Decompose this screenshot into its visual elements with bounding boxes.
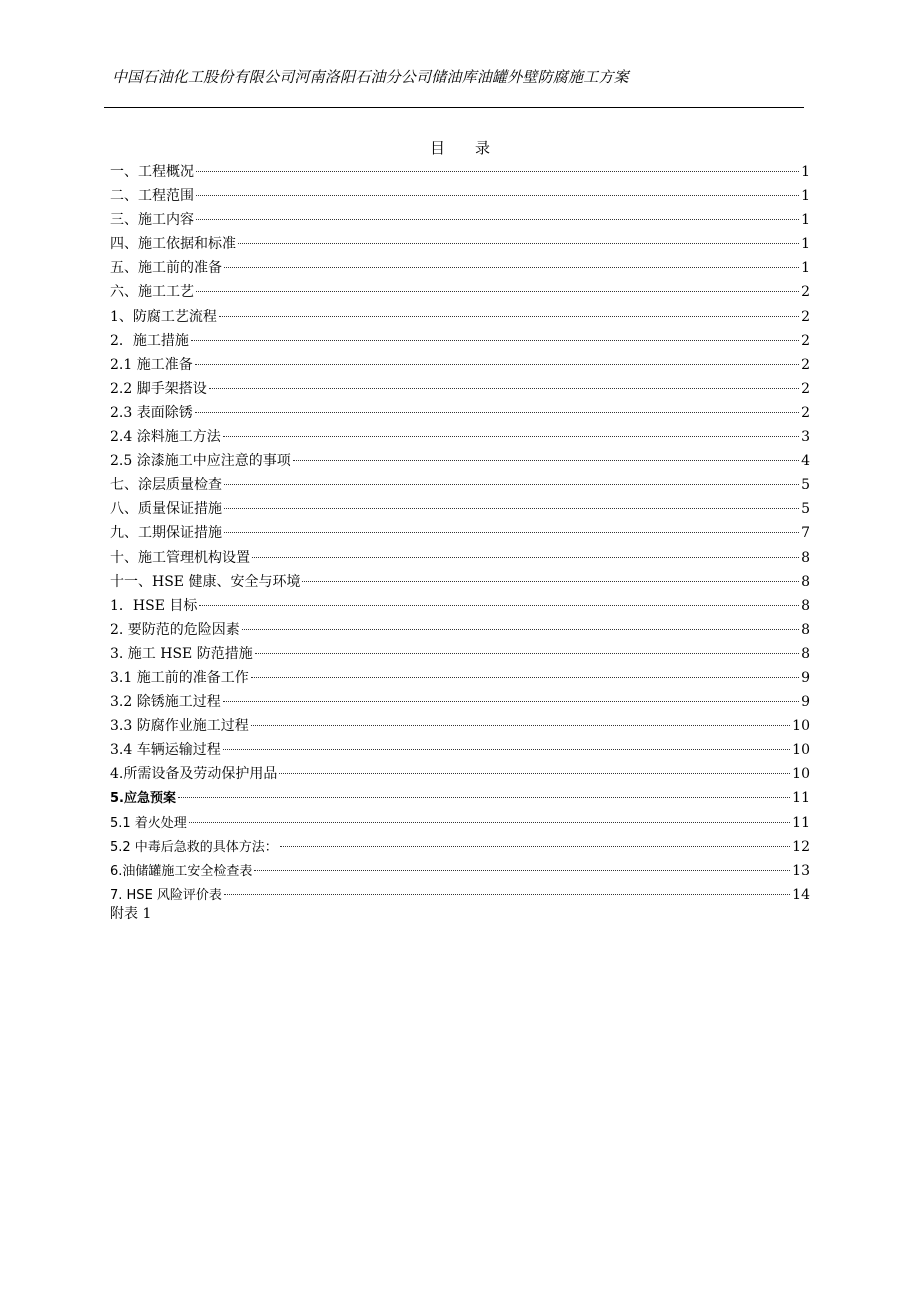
toc-entry[interactable] <box>110 690 810 714</box>
toc-entry-label: 5.2 中毒后急救的具体方法： <box>110 839 278 855</box>
toc-page-number: 11 <box>792 790 810 807</box>
toc-entry[interactable] <box>110 811 810 835</box>
toc-entry-label: 五、施工前的准备 <box>110 260 222 277</box>
toc-dot-leader <box>199 605 799 606</box>
toc-dot-leader <box>254 870 790 871</box>
toc-entry[interactable] <box>110 521 810 545</box>
toc-page-number: 3 <box>801 429 810 446</box>
toc-dot-leader <box>223 749 790 750</box>
toc-dot-leader <box>255 653 799 654</box>
toc-dot-leader <box>195 364 799 365</box>
toc-entry-label: 六、施工工艺 <box>110 284 194 301</box>
toc-entry-label: 四、施工依据和标准 <box>110 236 236 253</box>
toc-entry-label: 3.3 防腐作业施工过程 <box>110 718 249 735</box>
toc-entry-label: 九、工期保证措施 <box>110 525 222 542</box>
toc-entry[interactable] <box>110 762 810 786</box>
toc-page-number: 12 <box>792 838 810 855</box>
toc-dot-leader <box>223 436 799 437</box>
toc-entry[interactable] <box>110 594 810 618</box>
toc-entry-label: 3.1 施工前的准备工作 <box>110 669 249 686</box>
toc-dot-leader <box>196 291 799 292</box>
appendix-label: 附表 1 <box>110 906 152 922</box>
toc-entry[interactable] <box>110 449 810 473</box>
toc-dot-leader <box>224 508 799 509</box>
toc-page-number: 8 <box>801 573 810 590</box>
toc-dot-leader <box>280 846 790 847</box>
toc-page-number: 8 <box>801 597 810 614</box>
toc-page-number: 9 <box>801 694 810 711</box>
toc-entry[interactable] <box>110 835 810 859</box>
toc-page-number: 1 <box>801 164 810 180</box>
toc-page-number: 8 <box>801 621 810 638</box>
toc-entry-label: 二、工程范围 <box>110 188 194 205</box>
toc-page-number: 1 <box>801 188 810 205</box>
toc-page-number: 1 <box>801 212 810 229</box>
toc-dot-leader <box>223 701 799 702</box>
toc-entry[interactable] <box>110 618 810 642</box>
toc-title: 目录 <box>429 139 520 157</box>
document-header: 中国石油化工股份有限公司河南洛阳石油分公司储油库油罐外壁防腐施工方案 <box>112 68 629 86</box>
toc-entry[interactable] <box>110 232 810 256</box>
toc-entry[interactable] <box>110 184 810 208</box>
toc-dot-leader <box>251 677 799 678</box>
toc-entry-label: 3. 施工 HSE 防范措施 <box>110 645 253 662</box>
toc-page-number: 10 <box>792 742 810 759</box>
toc-dot-leader <box>196 219 799 220</box>
toc-entry-label: 2.3 表面除锈 <box>110 404 193 421</box>
table-of-contents <box>110 160 810 907</box>
toc-dot-leader <box>242 629 799 630</box>
toc-dot-leader <box>189 822 790 823</box>
toc-dot-leader <box>293 460 799 461</box>
toc-entry-label: 2.1 施工准备 <box>110 356 193 373</box>
toc-entry[interactable] <box>110 353 810 377</box>
toc-entry[interactable] <box>110 883 810 907</box>
toc-entry[interactable] <box>110 666 810 690</box>
toc-entry-label: 七、涂层质量检查 <box>110 477 222 494</box>
toc-entry[interactable] <box>110 425 810 449</box>
toc-page-number: 2 <box>801 284 810 301</box>
toc-dot-leader <box>219 316 799 317</box>
toc-page-number: 10 <box>792 766 810 783</box>
toc-entry[interactable] <box>110 497 810 521</box>
toc-dot-leader <box>195 412 799 413</box>
toc-dot-leader <box>252 557 799 558</box>
toc-page-number: 11 <box>792 814 810 831</box>
toc-dot-leader <box>224 267 799 268</box>
toc-page-number: 14 <box>792 886 810 903</box>
toc-entry[interactable] <box>110 859 810 883</box>
toc-entry-label: 5.1 着火处理 <box>110 815 187 831</box>
toc-entry-label: 2.5 涂漆施工中应注意的事项 <box>110 453 291 470</box>
toc-entry-label: 1、防腐工艺流程 <box>110 308 217 325</box>
toc-page-number: 7 <box>801 525 810 542</box>
toc-entry-label: 十、施工管理机构设置 <box>110 549 250 566</box>
toc-page-number: 2 <box>801 404 810 421</box>
toc-entry-label: 2．施工措施 <box>110 332 189 349</box>
toc-dot-leader <box>238 243 799 244</box>
toc-dot-leader <box>196 195 799 196</box>
toc-page-number: 8 <box>801 645 810 662</box>
toc-entry-label: 八、质量保证措施 <box>110 501 222 518</box>
toc-entry-label: 2.4 涂料施工方法 <box>110 429 221 446</box>
toc-entry-label: 4.所需设备及劳动保护用品 <box>110 766 278 783</box>
toc-dot-leader <box>209 388 799 389</box>
toc-entry-label: 三、施工内容 <box>110 212 194 229</box>
toc-entry-label: 6.油储罐施工安全检查表 <box>110 863 253 879</box>
toc-entry-label: 2. 要防范的危险因素 <box>110 621 240 638</box>
toc-entry[interactable] <box>110 714 810 738</box>
toc-page-number: 8 <box>801 549 810 566</box>
toc-entry[interactable] <box>110 329 810 353</box>
toc-entry[interactable] <box>110 160 810 184</box>
toc-entry-label: 3.2 除锈施工过程 <box>110 694 221 711</box>
toc-page-number: 2 <box>801 308 810 325</box>
header-divider <box>104 107 804 108</box>
toc-page-number: 4 <box>801 453 810 470</box>
toc-page-number: 5 <box>801 501 810 518</box>
toc-entry[interactable] <box>110 786 810 810</box>
toc-entry-label: 1．HSE 目标 <box>110 597 198 614</box>
toc-dot-leader <box>302 581 799 582</box>
toc-dot-leader <box>279 773 790 774</box>
toc-page-number: 9 <box>801 669 810 686</box>
toc-page-number: 5 <box>801 477 810 494</box>
toc-entry[interactable] <box>110 280 810 304</box>
toc-page-number: 2 <box>801 332 810 349</box>
toc-dot-leader <box>196 171 799 172</box>
toc-entry[interactable] <box>110 570 810 594</box>
toc-page-number: 2 <box>801 380 810 397</box>
toc-entry-label: 3.4 车辆运输过程 <box>110 742 221 759</box>
toc-page-number: 2 <box>801 356 810 373</box>
toc-entry-label: 一、工程概况 <box>110 164 194 180</box>
toc-entry[interactable] <box>110 305 810 329</box>
toc-dot-leader <box>191 340 799 341</box>
toc-page-number: 1 <box>801 236 810 253</box>
toc-dot-leader <box>224 532 799 533</box>
toc-entry-label: 5.应急预案 <box>110 791 176 807</box>
toc-entry[interactable] <box>110 256 810 280</box>
toc-entry-label: 十一、HSE 健康、安全与环境 <box>110 573 301 590</box>
toc-entry-label: 2.2 脚手架搭设 <box>110 380 207 397</box>
toc-entry[interactable] <box>110 738 810 762</box>
toc-entry[interactable] <box>110 401 810 425</box>
toc-page-number: 1 <box>801 260 810 277</box>
toc-dot-leader <box>178 797 790 798</box>
toc-entry[interactable] <box>110 208 810 232</box>
toc-page-number: 10 <box>792 718 810 735</box>
toc-entry[interactable] <box>110 546 810 570</box>
toc-page-number: 13 <box>792 862 810 879</box>
toc-dot-leader <box>224 894 790 895</box>
toc-dot-leader <box>251 725 790 726</box>
toc-dot-leader <box>224 484 799 485</box>
toc-entry[interactable] <box>110 642 810 666</box>
toc-entry-label: 7. HSE 风险评价表 <box>110 887 222 903</box>
toc-entry[interactable] <box>110 473 810 497</box>
toc-entry[interactable] <box>110 377 810 401</box>
